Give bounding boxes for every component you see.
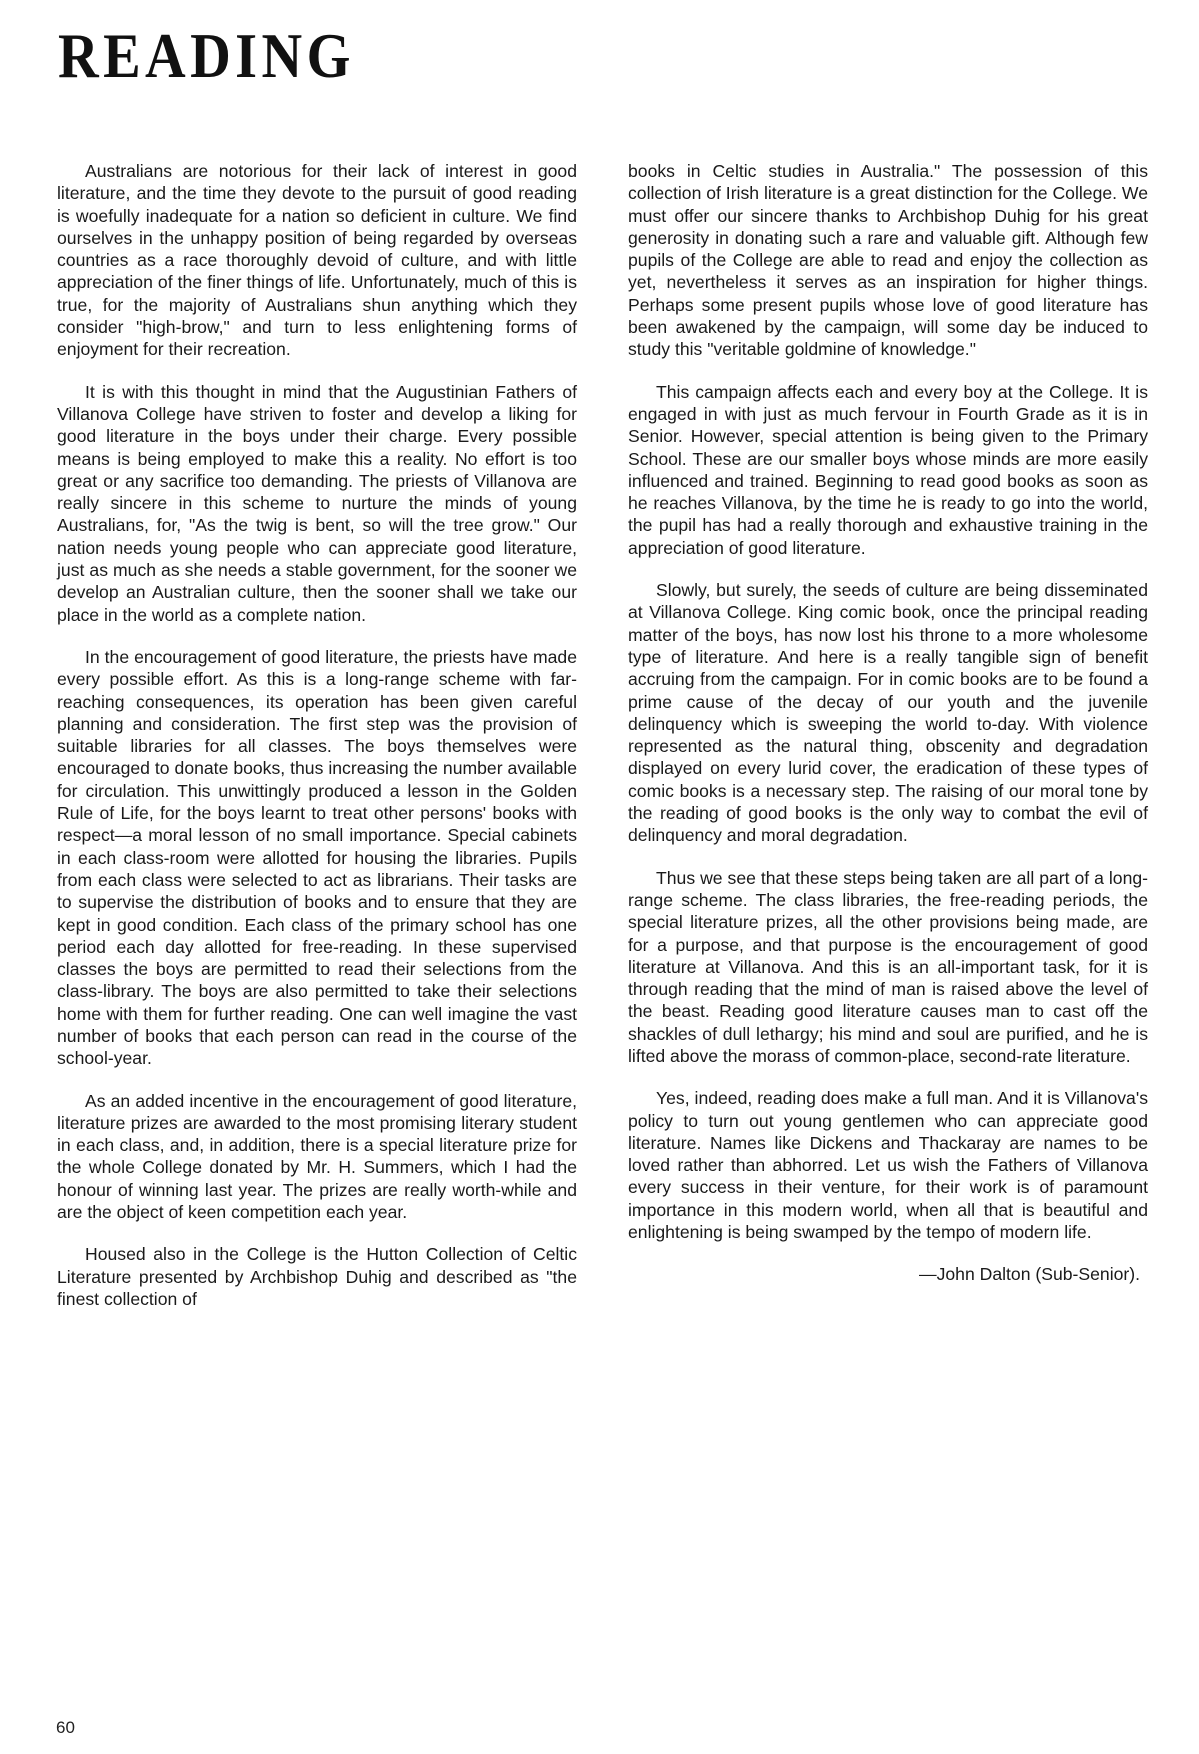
page-number: 60: [56, 1718, 75, 1737]
paragraph: Australians are notorious for their lack of interest in good literature, and the time they devote to the pursuit of good reading is woefully inadequate for a nation so deficient in culture. We find ourselves in the unhappy position of being regarded by overseas countries as a race thoroughly devoid of culture, and with little appreciation of the finer things of life. Unfortunately, much of this is true, for the majority of Australians shun anything which they consider "high-brow," and turn to less enlightening forms of enjoyment for their recreation.: [57, 161, 577, 360]
paragraph: As an added incentive in the encouragement of good literature, literature prizes are awarded to the most promising literary student in each class, and, in addition, there is a special literature prize for the whole College donated by Mr. H. Summers, which I had the honour of winning last year. The prizes are really worth-while and are the object of keen competition each year.: [57, 1090, 577, 1223]
paragraph: Housed also in the College is the Hutton Collection of Celtic Literature presented by Archbishop Duhig and described as "the finest collection of: [57, 1244, 577, 1309]
paragraph: In the encouragement of good literature, the priests have made every possible effort. As this is a long-range scheme with far-reaching consequences, its operation has been given careful planning and consideration. The first step was the provision of suitable libraries for all classes. The boys themselves were encouraged to donate books, thus increasing the number available for circulation. This unwittingly produced a lesson in the Golden Rule of Life, for the boys learnt to treat other persons' books with respect—a moral lesson of no small importance. Special cabinets in each class-room were allotted for housing the libraries. Pupils from each class were selected to act as librarians. Their tasks are to supervise the distribution of books and to ensure that they are kept in good condition. Each class of the primary school has one period each day allotted for free-reading. In these supervised classes the boys are permitted to read their selections from the class-library. The boys are also permitted to take their selections home with them for further reading. One can well imagine the vast number of books that each person can read in the course of the school-year.: [57, 646, 577, 1069]
paragraph: Yes, indeed, reading does make a full man. And it is Villanova's policy to turn out young gentlemen who can appreciate good literature. Names like Dickens and Thackaray are names to be loved rather than abhorred. Let us wish the Fathers of Villanova every success in their venture, for their work is of paramount importance in this modern world, when all that is beautiful and enlightening is being swamped by the tempo of modern life.: [628, 1088, 1148, 1243]
paragraph: Thus we see that these steps being taken are all part of a long-range scheme. The class libraries, the free-reading periods, the special literature prizes, all the other provisions being made, are for a purpose, and that purpose is the encouragement of good literature at Villanova. And this is an all-important task, for it is through reading that the mind of man is raised above the level of the beast. Reading good literature causes man to cast off the shackles of dull lethargy; his mind and soul are purified, and he is lifted above the morass of common-place, second-rate literature.: [628, 867, 1148, 1066]
paragraph: This campaign affects each and every boy at the College. It is engaged in with just as much fervour in Fourth Grade as it is in Senior. However, special attention is being given to the Primary School. These are our smaller boys whose minds are more easily influenced and trained. Beginning to read good books as soon as he reaches Villanova, by the time he is ready to go into the world, the pupil has had a really thorough and exhaustive training in the appreciation of good literature.: [628, 381, 1148, 558]
right-column: [628, 160, 1148, 1285]
page-title: READING: [58, 20, 355, 91]
paragraph: Slowly, but surely, the seeds of culture are being disseminated at Villanova College. King comic book, once the principal reading matter of the boys, has now lost his throne to a more wholesome type of literature. And here is a really tangible sign of benefit accruing from the campaign. For in comic books are to be found a prime cause of the decay of our youth and the juvenile delinquency which is sweeping the world to-day. With violence represented as the natural thing, obscenity and degradation displayed on every lurid cover, the eradication of these types of comic books is a necessary step. The raising of our moral tone by the reading of good books is the only way to combat the evil of delinquency and moral degradation.: [628, 580, 1148, 846]
left-column: [57, 160, 577, 1330]
paragraph: It is with this thought in mind that the Augustinian Fathers of Villanova College have striven to foster and develop a liking for good literature in the boys under their charge. Every possible means is being employed to make this a reality. No effort is too great or any sacrifice too demanding. The priests of Villanova are really sincere in this scheme to nurture the minds of young Australians, for, "As the twig is bent, so will the tree grow." Our nation needs young people who can appreciate good literature, just as much as she needs a stable government, for the sooner we develop an Australian culture, then the sooner shall we take our place in the world as a complete nation.: [57, 381, 577, 625]
author-signature: —John Dalton (Sub-Senior).: [918, 1264, 1140, 1285]
paragraph-continuation: books in Celtic studies in Australia." The possession of this collection of Irish literature is a great distinction for the College. We must offer our sincere thanks to Archbishop Duhig for his great generosity in donating such a rare and valuable gift. Although few pupils of the College are able to read and enjoy the collection as yet, nevertheless it serves as an inspiration for higher things. Perhaps some present pupils whose love of good literature has been awakened by the campaign, will some day be induced to study this "veritable goldmine of knowledge.": [628, 161, 1148, 360]
